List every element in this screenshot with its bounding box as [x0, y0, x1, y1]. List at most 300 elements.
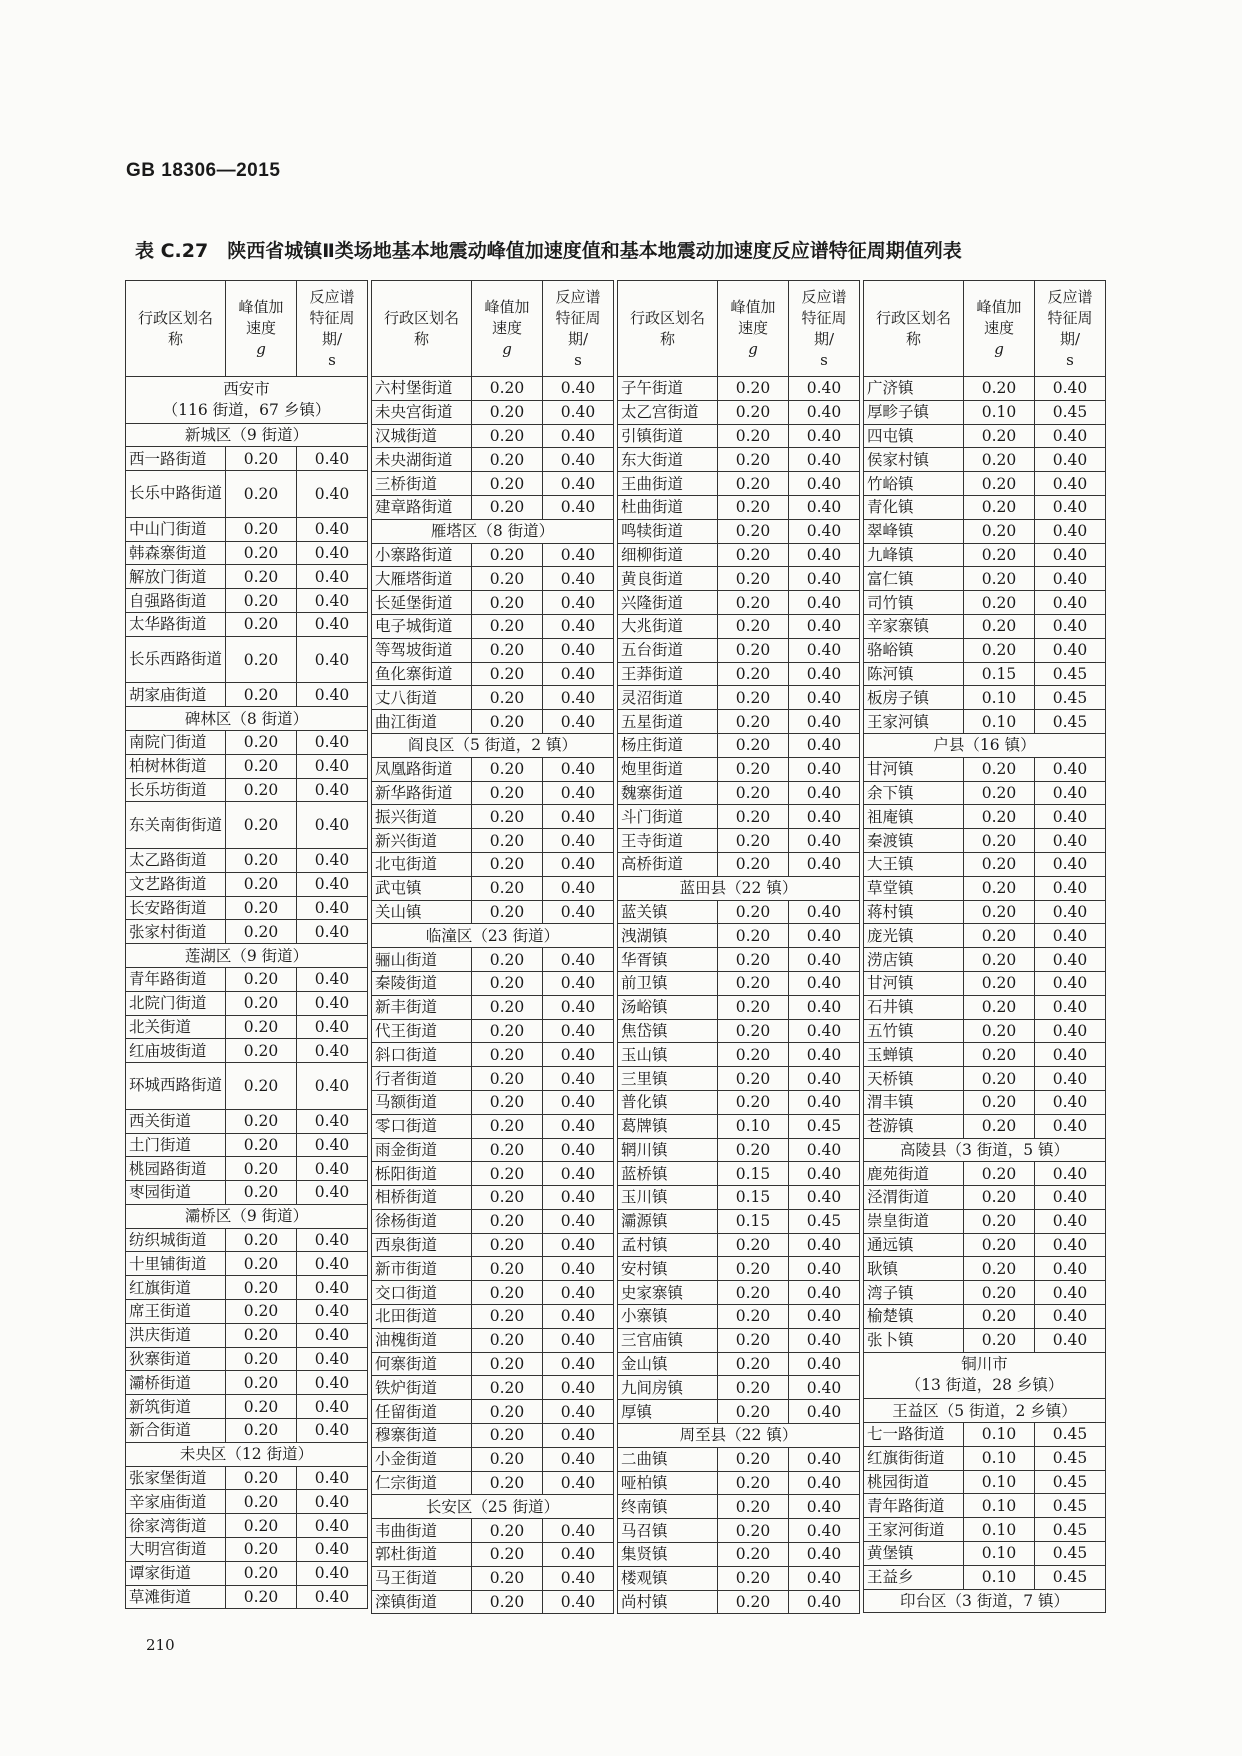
table-row: [618, 1519, 860, 1543]
region-name: 石井镇: [864, 995, 964, 1019]
peak-acceleration: 0.20: [718, 757, 789, 781]
region-name: 榆楚镇: [864, 1305, 964, 1329]
table-row: [618, 1543, 860, 1567]
peak-acceleration: 0.20: [964, 900, 1035, 924]
peak-acceleration: 0.20: [964, 1162, 1035, 1186]
region-name: 张家村街道: [126, 920, 226, 944]
characteristic-period: 0.40: [297, 1276, 368, 1300]
characteristic-period: 0.40: [1035, 1305, 1106, 1329]
table-row: [618, 1233, 860, 1257]
region-name: 楼观镇: [618, 1566, 718, 1590]
table-row: [618, 805, 860, 829]
header-period-text: 反应谱特征周期/: [555, 287, 601, 348]
peak-acceleration: 0.20: [964, 995, 1035, 1019]
region-name: 长乐西路街道: [126, 636, 226, 683]
region-name: 大王镇: [864, 852, 964, 876]
peak-acceleration: 0.20: [226, 1252, 297, 1276]
region-name: 武屯镇: [372, 876, 472, 900]
peak-acceleration: 0.20: [718, 1447, 789, 1471]
header-pga: [964, 281, 1035, 377]
peak-acceleration: 0.20: [718, 662, 789, 686]
table-row: [864, 1162, 1106, 1186]
peak-acceleration: 0.20: [964, 1328, 1035, 1352]
table-row: [372, 1114, 614, 1138]
table-row: [618, 1067, 860, 1091]
table-row: [864, 1281, 1106, 1305]
group-heading: 莲湖区（9 街道）: [126, 944, 368, 968]
peak-acceleration: 0.20: [718, 519, 789, 543]
region-name: 长乐坊街道: [126, 778, 226, 802]
table-row: [126, 565, 368, 589]
peak-acceleration: 0.20: [226, 1466, 297, 1490]
peak-acceleration: 0.20: [226, 517, 297, 541]
characteristic-period: 0.40: [1035, 948, 1106, 972]
group-row: [864, 1138, 1106, 1162]
table-row: [864, 662, 1106, 686]
peak-acceleration: 0.10: [964, 1470, 1035, 1494]
region-name: 六村堡街道: [372, 377, 472, 401]
peak-acceleration: 0.20: [718, 1566, 789, 1590]
region-name: 王曲街道: [618, 472, 718, 496]
peak-acceleration: 0.20: [964, 1043, 1035, 1067]
region-name: 枣园街道: [126, 1181, 226, 1205]
region-name: 湾子镇: [864, 1281, 964, 1305]
table-row: [618, 1400, 860, 1424]
characteristic-period: 0.40: [543, 1305, 614, 1329]
region-name: 雨金街道: [372, 1138, 472, 1162]
header-pga: [472, 281, 543, 377]
characteristic-period: 0.40: [1035, 519, 1106, 543]
characteristic-period: 0.40: [1035, 638, 1106, 662]
group-row: [864, 733, 1106, 757]
region-name: 玉山镇: [618, 1043, 718, 1067]
table-row: [126, 1300, 368, 1324]
table-row: [372, 781, 614, 805]
characteristic-period: 0.40: [543, 876, 614, 900]
region-name: 青年路街道: [126, 967, 226, 991]
region-name: 祖庵镇: [864, 805, 964, 829]
characteristic-period: 0.40: [1035, 591, 1106, 615]
peak-acceleration: 0.15: [718, 1186, 789, 1210]
group-heading: 长安区（25 街道）: [372, 1495, 614, 1519]
group-heading: 铜川市 （13 街道，28 乡镇）: [864, 1352, 1106, 1399]
region-name: 交口街道: [372, 1281, 472, 1305]
peak-acceleration: 0.20: [472, 377, 543, 401]
table-row: [126, 1371, 368, 1395]
region-name: 韦曲街道: [372, 1519, 472, 1543]
characteristic-period: 0.40: [789, 1019, 860, 1043]
peak-acceleration: 0.20: [472, 472, 543, 496]
characteristic-period: 0.40: [297, 612, 368, 636]
characteristic-period: 0.40: [297, 1157, 368, 1181]
region-name: 杨庄街道: [618, 733, 718, 757]
region-name: 长延堡街道: [372, 591, 472, 615]
characteristic-period: 0.40: [297, 802, 368, 849]
table-row: [126, 1109, 368, 1133]
table-block-1: [125, 280, 368, 1609]
region-name: 通远镇: [864, 1233, 964, 1257]
table-row: [372, 1400, 614, 1424]
table-row: [618, 924, 860, 948]
table-row: [618, 971, 860, 995]
region-name: 余下镇: [864, 781, 964, 805]
region-name: 庞光镇: [864, 924, 964, 948]
characteristic-period: 0.40: [543, 400, 614, 424]
table-row: [618, 472, 860, 496]
region-name: 青年路街道: [864, 1494, 964, 1518]
table-row: [126, 754, 368, 778]
region-name: 仁宗街道: [372, 1471, 472, 1495]
region-name: 东关南街街道: [126, 802, 226, 849]
table-row: [372, 495, 614, 519]
table-row: [864, 852, 1106, 876]
peak-acceleration: 0.20: [226, 1039, 297, 1063]
header-pga-unit: g: [502, 340, 512, 358]
table-row: [126, 1490, 368, 1514]
peak-acceleration: 0.20: [718, 1090, 789, 1114]
peak-acceleration: 0.20: [964, 924, 1035, 948]
header-pga: [718, 281, 789, 377]
region-name: 金山镇: [618, 1352, 718, 1376]
table-row: [864, 1186, 1106, 1210]
table-row: [126, 1395, 368, 1419]
table-row: [372, 1305, 614, 1329]
header-name: [618, 281, 718, 377]
region-name: 等驾坡街道: [372, 638, 472, 662]
table-row: [864, 1019, 1106, 1043]
characteristic-period: 0.40: [1035, 1067, 1106, 1091]
group-heading: 王益区（5 街道，2 乡镇）: [864, 1399, 1106, 1423]
table-row: [864, 781, 1106, 805]
group-heading: 新城区（9 街道）: [126, 423, 368, 447]
characteristic-period: 0.40: [1035, 876, 1106, 900]
peak-acceleration: 0.20: [472, 1162, 543, 1186]
characteristic-period: 0.40: [789, 971, 860, 995]
characteristic-period: 0.40: [297, 565, 368, 589]
header-name: [126, 281, 226, 377]
table-row: [618, 1328, 860, 1352]
region-name: 曲江街道: [372, 710, 472, 734]
region-name: 王家河镇: [864, 710, 964, 734]
region-name: 滦镇街道: [372, 1590, 472, 1614]
peak-acceleration: 0.20: [718, 1471, 789, 1495]
characteristic-period: 0.40: [789, 1590, 860, 1614]
peak-acceleration: 0.20: [226, 1133, 297, 1157]
peak-acceleration: 0.20: [472, 995, 543, 1019]
group-row: [126, 377, 368, 424]
characteristic-period: 0.40: [1035, 567, 1106, 591]
characteristic-period: 0.40: [543, 1543, 614, 1567]
region-name: 徐家湾街道: [126, 1514, 226, 1538]
table-row: [126, 589, 368, 613]
peak-acceleration: 0.20: [226, 1109, 297, 1133]
table-row: [126, 1228, 368, 1252]
table-row: [372, 1447, 614, 1471]
peak-acceleration: 0.10: [964, 1494, 1035, 1518]
characteristic-period: 0.40: [789, 852, 860, 876]
region-name: 代王街道: [372, 1019, 472, 1043]
peak-acceleration: 0.20: [472, 1543, 543, 1567]
characteristic-period: 0.40: [789, 1067, 860, 1091]
region-name: 西关街道: [126, 1109, 226, 1133]
region-name: 王寺街道: [618, 829, 718, 853]
header-period: [789, 281, 860, 377]
table-row: [372, 1233, 614, 1257]
region-name: 狄寨街道: [126, 1347, 226, 1371]
peak-acceleration: 0.20: [472, 829, 543, 853]
region-name: 草滩街道: [126, 1585, 226, 1609]
characteristic-period: 0.40: [297, 1015, 368, 1039]
group-row: [864, 1399, 1106, 1423]
table-row: [372, 971, 614, 995]
region-name: 土门街道: [126, 1133, 226, 1157]
region-name: 长乐中路街道: [126, 471, 226, 518]
peak-acceleration: 0.20: [226, 848, 297, 872]
table-row: [864, 1233, 1106, 1257]
characteristic-period: 0.40: [297, 1561, 368, 1585]
table-row: [126, 1015, 368, 1039]
region-name: 新市街道: [372, 1257, 472, 1281]
characteristic-period: 0.40: [543, 1257, 614, 1281]
table-row: [372, 1090, 614, 1114]
characteristic-period: 0.40: [297, 991, 368, 1015]
peak-acceleration: 0.20: [472, 638, 543, 662]
characteristic-period: 0.40: [1035, 757, 1106, 781]
characteristic-period: 0.40: [789, 1257, 860, 1281]
page-number: 210: [146, 1636, 175, 1654]
table-row: [372, 995, 614, 1019]
characteristic-period: 0.40: [789, 757, 860, 781]
peak-acceleration: 0.20: [718, 1043, 789, 1067]
region-name: 天桥镇: [864, 1067, 964, 1091]
region-name: 甘河镇: [864, 971, 964, 995]
table-row: [864, 900, 1106, 924]
header-period: [543, 281, 614, 377]
characteristic-period: 0.40: [1035, 781, 1106, 805]
peak-acceleration: 0.20: [964, 757, 1035, 781]
region-name: 草堂镇: [864, 876, 964, 900]
characteristic-period: 0.40: [789, 1043, 860, 1067]
table-row: [126, 1538, 368, 1562]
region-name: 耿镇: [864, 1257, 964, 1281]
region-name: 南院门街道: [126, 730, 226, 754]
table-row: [864, 1067, 1106, 1091]
region-name: 四屯镇: [864, 424, 964, 448]
characteristic-period: 0.40: [789, 519, 860, 543]
header-name-text: 行政区划名称: [137, 308, 213, 348]
table-row: [618, 781, 860, 805]
peak-acceleration: 0.20: [226, 778, 297, 802]
region-name: 马召镇: [618, 1519, 718, 1543]
characteristic-period: 0.40: [789, 686, 860, 710]
characteristic-period: 0.40: [789, 1233, 860, 1257]
peak-acceleration: 0.20: [226, 1514, 297, 1538]
characteristic-period: 0.40: [297, 1347, 368, 1371]
table-row: [618, 733, 860, 757]
peak-acceleration: 0.20: [226, 1538, 297, 1562]
group-row: [126, 1204, 368, 1228]
characteristic-period: 0.40: [543, 543, 614, 567]
peak-acceleration: 0.20: [472, 424, 543, 448]
table-row: [126, 920, 368, 944]
peak-acceleration: 0.20: [718, 971, 789, 995]
region-name: 集贤镇: [618, 1543, 718, 1567]
peak-acceleration: 0.20: [472, 567, 543, 591]
region-name: 辛家庙街道: [126, 1490, 226, 1514]
region-name: 席王街道: [126, 1300, 226, 1324]
region-name: 板房子镇: [864, 686, 964, 710]
table-row: [126, 730, 368, 754]
header-period-text: 反应谱特征周期/: [801, 287, 847, 348]
characteristic-period: 0.40: [543, 1376, 614, 1400]
characteristic-period: 0.40: [543, 1186, 614, 1210]
peak-acceleration: 0.20: [718, 1067, 789, 1091]
peak-acceleration: 0.20: [964, 1067, 1035, 1091]
table-row: [618, 1257, 860, 1281]
table-title: 表 C.27 陕西省城镇Ⅱ类场地基本地震动峰值加速度值和基本地震动加速度反应谱特征周期值列表: [135, 240, 962, 262]
table-row: [864, 1090, 1106, 1114]
peak-acceleration: 0.20: [718, 924, 789, 948]
table-row: [618, 1162, 860, 1186]
region-name: 新兴街道: [372, 829, 472, 853]
characteristic-period: 0.40: [297, 1371, 368, 1395]
table-row: [618, 686, 860, 710]
characteristic-period: 0.40: [297, 1323, 368, 1347]
table-row: [864, 495, 1106, 519]
characteristic-period: 0.40: [297, 1039, 368, 1063]
table-row: [618, 1281, 860, 1305]
characteristic-period: 0.45: [1035, 686, 1106, 710]
peak-acceleration: 0.20: [226, 1300, 297, 1324]
characteristic-period: 0.40: [297, 1133, 368, 1157]
group-row: [372, 924, 614, 948]
peak-acceleration: 0.20: [226, 1063, 297, 1110]
characteristic-period: 0.40: [1035, 829, 1106, 853]
region-name: 广济镇: [864, 377, 964, 401]
region-name: 北院门街道: [126, 991, 226, 1015]
region-name: 鹿苑街道: [864, 1162, 964, 1186]
region-name: 青化镇: [864, 495, 964, 519]
characteristic-period: 0.40: [1035, 1328, 1106, 1352]
characteristic-period: 0.45: [1035, 1542, 1106, 1566]
peak-acceleration: 0.10: [964, 710, 1035, 734]
characteristic-period: 0.45: [1035, 1494, 1106, 1518]
table-row: [372, 662, 614, 686]
header-period-unit: s: [1066, 350, 1074, 369]
characteristic-period: 0.40: [789, 591, 860, 615]
characteristic-period: 0.40: [789, 1138, 860, 1162]
peak-acceleration: 0.20: [226, 1276, 297, 1300]
peak-acceleration: 0.20: [718, 377, 789, 401]
peak-acceleration: 0.20: [226, 1419, 297, 1443]
peak-acceleration: 0.20: [718, 1376, 789, 1400]
table-row: [618, 1471, 860, 1495]
table-row: [372, 852, 614, 876]
table-row: [618, 1114, 860, 1138]
peak-acceleration: 0.20: [472, 900, 543, 924]
group-heading: 临潼区（23 街道）: [372, 924, 614, 948]
header-pga: [226, 281, 297, 377]
characteristic-period: 0.45: [1035, 400, 1106, 424]
characteristic-period: 0.40: [297, 1514, 368, 1538]
table-row: [864, 1446, 1106, 1470]
characteristic-period: 0.40: [297, 1181, 368, 1205]
region-name: 红旗街街道: [864, 1446, 964, 1470]
peak-acceleration: 0.20: [964, 591, 1035, 615]
characteristic-period: 0.40: [789, 1471, 860, 1495]
table-row: [372, 1138, 614, 1162]
peak-acceleration: 0.20: [226, 1395, 297, 1419]
region-name: 油槐街道: [372, 1328, 472, 1352]
characteristic-period: 0.40: [297, 636, 368, 683]
region-name: 陈河镇: [864, 662, 964, 686]
region-name: 张家堡街道: [126, 1466, 226, 1490]
characteristic-period: 0.40: [297, 1395, 368, 1419]
peak-acceleration: 0.20: [226, 1157, 297, 1181]
characteristic-period: 0.40: [543, 971, 614, 995]
region-name: 厚畛子镇: [864, 400, 964, 424]
region-name: 炮里街道: [618, 757, 718, 781]
table-row: [618, 377, 860, 401]
peak-acceleration: 0.20: [472, 805, 543, 829]
peak-acceleration: 0.20: [472, 1352, 543, 1376]
characteristic-period: 0.40: [297, 1490, 368, 1514]
characteristic-period: 0.40: [543, 662, 614, 686]
region-name: 韩森寨街道: [126, 541, 226, 565]
table-row: [864, 638, 1106, 662]
peak-acceleration: 0.20: [226, 1371, 297, 1395]
header-pga-text: 峰值加速度: [730, 298, 776, 337]
region-name: 何寨街道: [372, 1352, 472, 1376]
table-row: [618, 829, 860, 853]
region-name: 汉城街道: [372, 424, 472, 448]
characteristic-period: 0.40: [543, 1162, 614, 1186]
table-row: [372, 876, 614, 900]
region-name: 泾渭街道: [864, 1186, 964, 1210]
peak-acceleration: 0.20: [718, 995, 789, 1019]
table-row: [372, 424, 614, 448]
characteristic-period: 0.40: [297, 920, 368, 944]
peak-acceleration: 0.20: [472, 852, 543, 876]
region-name: 小寨镇: [618, 1305, 718, 1329]
peak-acceleration: 0.20: [718, 1543, 789, 1567]
region-name: 斜口街道: [372, 1043, 472, 1067]
region-name: 洪庆街道: [126, 1323, 226, 1347]
header-pga-unit: g: [256, 340, 266, 358]
region-name: 北田街道: [372, 1305, 472, 1329]
peak-acceleration: 0.10: [964, 400, 1035, 424]
region-name: 史家寨镇: [618, 1281, 718, 1305]
table-row: [864, 1114, 1106, 1138]
group-heading: 蓝田县（22 镇）: [618, 876, 860, 900]
characteristic-period: 0.40: [543, 1590, 614, 1614]
peak-acceleration: 0.20: [226, 471, 297, 518]
characteristic-period: 0.40: [543, 686, 614, 710]
table-row: [126, 1466, 368, 1490]
table-row: [618, 614, 860, 638]
peak-acceleration: 0.20: [472, 757, 543, 781]
table-row: [372, 543, 614, 567]
region-name: 前卫镇: [618, 971, 718, 995]
characteristic-period: 0.40: [543, 1090, 614, 1114]
characteristic-period: 0.40: [789, 733, 860, 757]
region-name: 东大街道: [618, 448, 718, 472]
header-pga-text: 峰值加速度: [976, 298, 1022, 337]
table-row: [618, 1352, 860, 1376]
peak-acceleration: 0.20: [964, 1209, 1035, 1233]
header-period-unit: s: [574, 350, 582, 369]
peak-acceleration: 0.20: [472, 1281, 543, 1305]
